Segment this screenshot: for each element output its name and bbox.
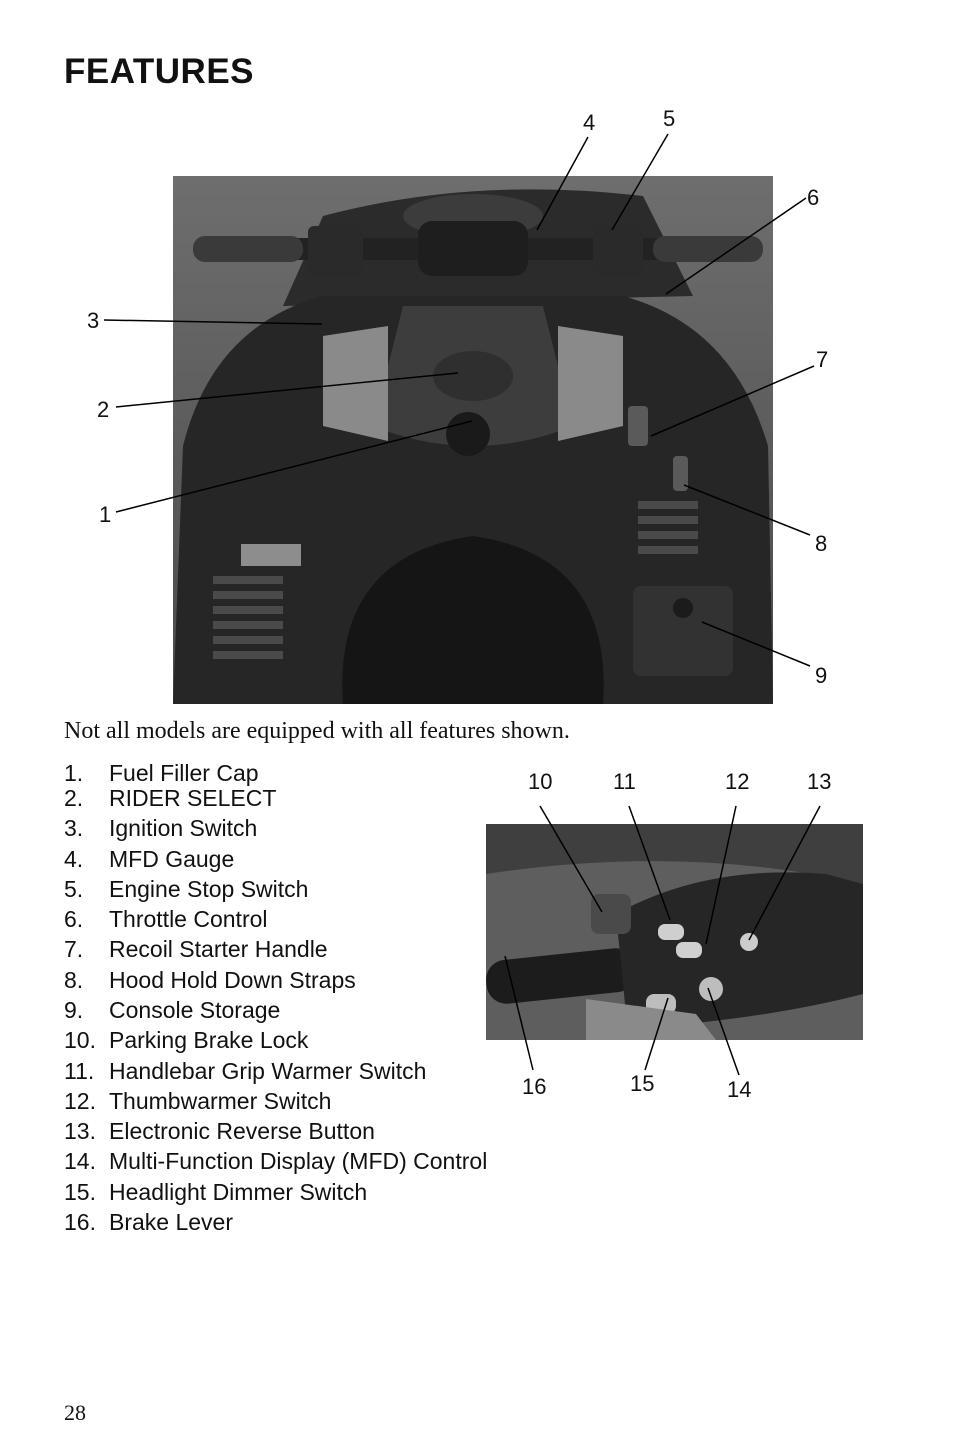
- callout-14: 14: [727, 1077, 752, 1102]
- page-number: 28: [64, 1400, 86, 1425]
- list-item: 12. Thumbwarmer Switch: [64, 1088, 332, 1114]
- callout-10: 10: [528, 769, 553, 794]
- equipment-note: Not all models are equipped with all features shown.: [64, 718, 570, 744]
- callout-11: 11: [613, 769, 636, 794]
- list-item: 5. Engine Stop Switch: [64, 876, 309, 902]
- list-item: 6. Throttle Control: [64, 906, 268, 932]
- handlebar-controls-photo: [486, 824, 863, 1040]
- callout-15: 15: [630, 1071, 655, 1096]
- callout-12: 12: [725, 769, 750, 794]
- list-item: 8. Hood Hold Down Straps: [64, 967, 356, 993]
- callout-7: 7: [816, 347, 829, 372]
- list-item: 3. Ignition Switch: [64, 815, 258, 841]
- callout-3: 3: [87, 308, 100, 333]
- list-item: 4. MFD Gauge: [64, 846, 235, 872]
- list-item: 14. Multi-Function Display (MFD) Control: [64, 1148, 488, 1174]
- list-item: 7. Recoil Starter Handle: [64, 936, 328, 962]
- list-item: 11. Handlebar Grip Warmer Switch: [64, 1058, 427, 1084]
- callout-4: 4: [583, 110, 596, 135]
- callout-8: 8: [815, 531, 828, 556]
- list-item: 1. Fuel Filler Cap: [64, 760, 259, 786]
- list-item: 15. Headlight Dimmer Switch: [64, 1179, 368, 1205]
- list-item: 10. Parking Brake Lock: [64, 1027, 309, 1053]
- snowmobile-overview-photo: [173, 176, 773, 704]
- list-item: 2. RIDER SELECT: [64, 785, 277, 811]
- callout-16: 16: [522, 1074, 547, 1099]
- callout-1: 1: [99, 502, 112, 527]
- list-item: 16. Brake Lever: [64, 1209, 234, 1235]
- list-item: 9. Console Storage: [64, 997, 281, 1023]
- callout-9: 9: [815, 663, 828, 688]
- callout-2: 2: [97, 397, 110, 422]
- callout-13: 13: [807, 769, 832, 794]
- list-item: 13. Electronic Reverse Button: [64, 1118, 375, 1144]
- callout-5: 5: [663, 106, 676, 131]
- callout-6: 6: [807, 185, 820, 210]
- page-title: FEATURES: [64, 52, 255, 91]
